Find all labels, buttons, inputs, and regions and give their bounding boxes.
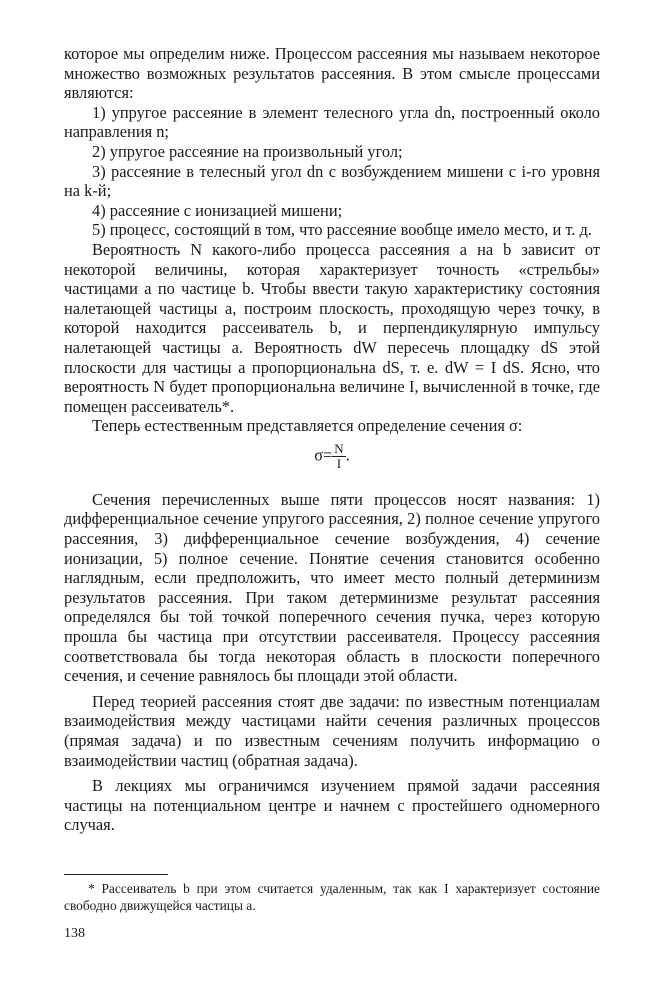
paragraph-lectures: В лекциях мы ограничимся изучением прямой задачи рассеяния частицы на потенциальном центре и начнем с простейшего одномерного случая. [64, 776, 600, 835]
list-item-5: 5) процесс, состоящий в том, что рассеяние вообще имело место, и т. д. [92, 220, 592, 240]
list-item-1: 1) упругое рассеяние в элемент телесного угла dn, построенный около направления n; [64, 102, 600, 142]
footnote: * Рассеиватель b при этом считается удаленным, так как I характеризует состояние свободно движущейся частицы a. [64, 881, 600, 913]
list-item-2: 2) упругое рассеяние на произвольный угол; [92, 141, 403, 161]
paragraph-intro: которое мы определим ниже. Процессом рассеяния мы называем некоторое множество возможных результатов рассеяния. В этом смысле процессами являются: [64, 44, 600, 103]
paragraph-definition: Теперь естественным представляется определение сечения σ: [92, 416, 523, 436]
formula-numerator: N [334, 440, 344, 456]
formula-lhs: σ [314, 445, 324, 465]
cross-section-formula [64, 442, 600, 476]
page-body [64, 44, 600, 835]
page-number: 138 [64, 926, 85, 941]
list-item-4: 4) рассеяние с ионизацией мишени; [92, 200, 343, 220]
paragraph-cross-sections: Сечения перечисленных выше пяти процессов носят названия: 1) дифференциальное сечение упругого рассеяния, 2) полное сечение упругого рассеяния, 3) дифференциальное сечение возбуждения, 4) сечение ионизации, 5) полное сечение. Понятие сечения становится особенно наглядным, если предположить, что имеет место полный детерминизм результатов рассеяния. При таком детерминизме результат рассеяния определялся бы той точкой поперечного сечения пучка, через которую прошла бы частица при отсутствии рассеивателя. Процессу рассеяния соответствовала бы тогда некоторая область в плоскости поперечного сечения, и сечение равнялось бы площади этой области. [64, 489, 600, 686]
formula-tail: . [345, 445, 350, 465]
paragraph-probability: Вероятность N какого-либо процесса рассеяния a на b зависит от некоторой величины, которая характеризует точность «стрельбы» частицами a по частице b. Чтобы ввести такую характеристику состояния налетающей частицы a, построим плоскость, проходящую через точку, в которой находится рассеиватель b, и перпендикулярную импульсу налетающей частицы a. Вероятность dW пересечь площадку dS этой плоскости для частицы a пропорциональна dS, т. е. dW = I dS. Ясно, что вероятность N будет пропорциональна величине I, вычисленной в точке, где помещен рассеиватель*. [64, 239, 600, 416]
list-item-3: 3) рассеяние в телесный угол dn с возбуждением мишени с i-го уровня на k-й; [64, 161, 600, 201]
paragraph-two-problems: Перед теорией рассеяния стоят две задачи: по известным потенциалам взаимодействия между частицами найти сечения различных процессов (прямая задача) и по известным сечениям получить информацию о взаимодействии частиц (обратная задача). [64, 691, 600, 770]
formula-equals: = [323, 445, 333, 465]
footnote-rule [64, 874, 168, 875]
formula-denominator: I [336, 455, 342, 471]
formula-fraction [332, 442, 345, 471]
